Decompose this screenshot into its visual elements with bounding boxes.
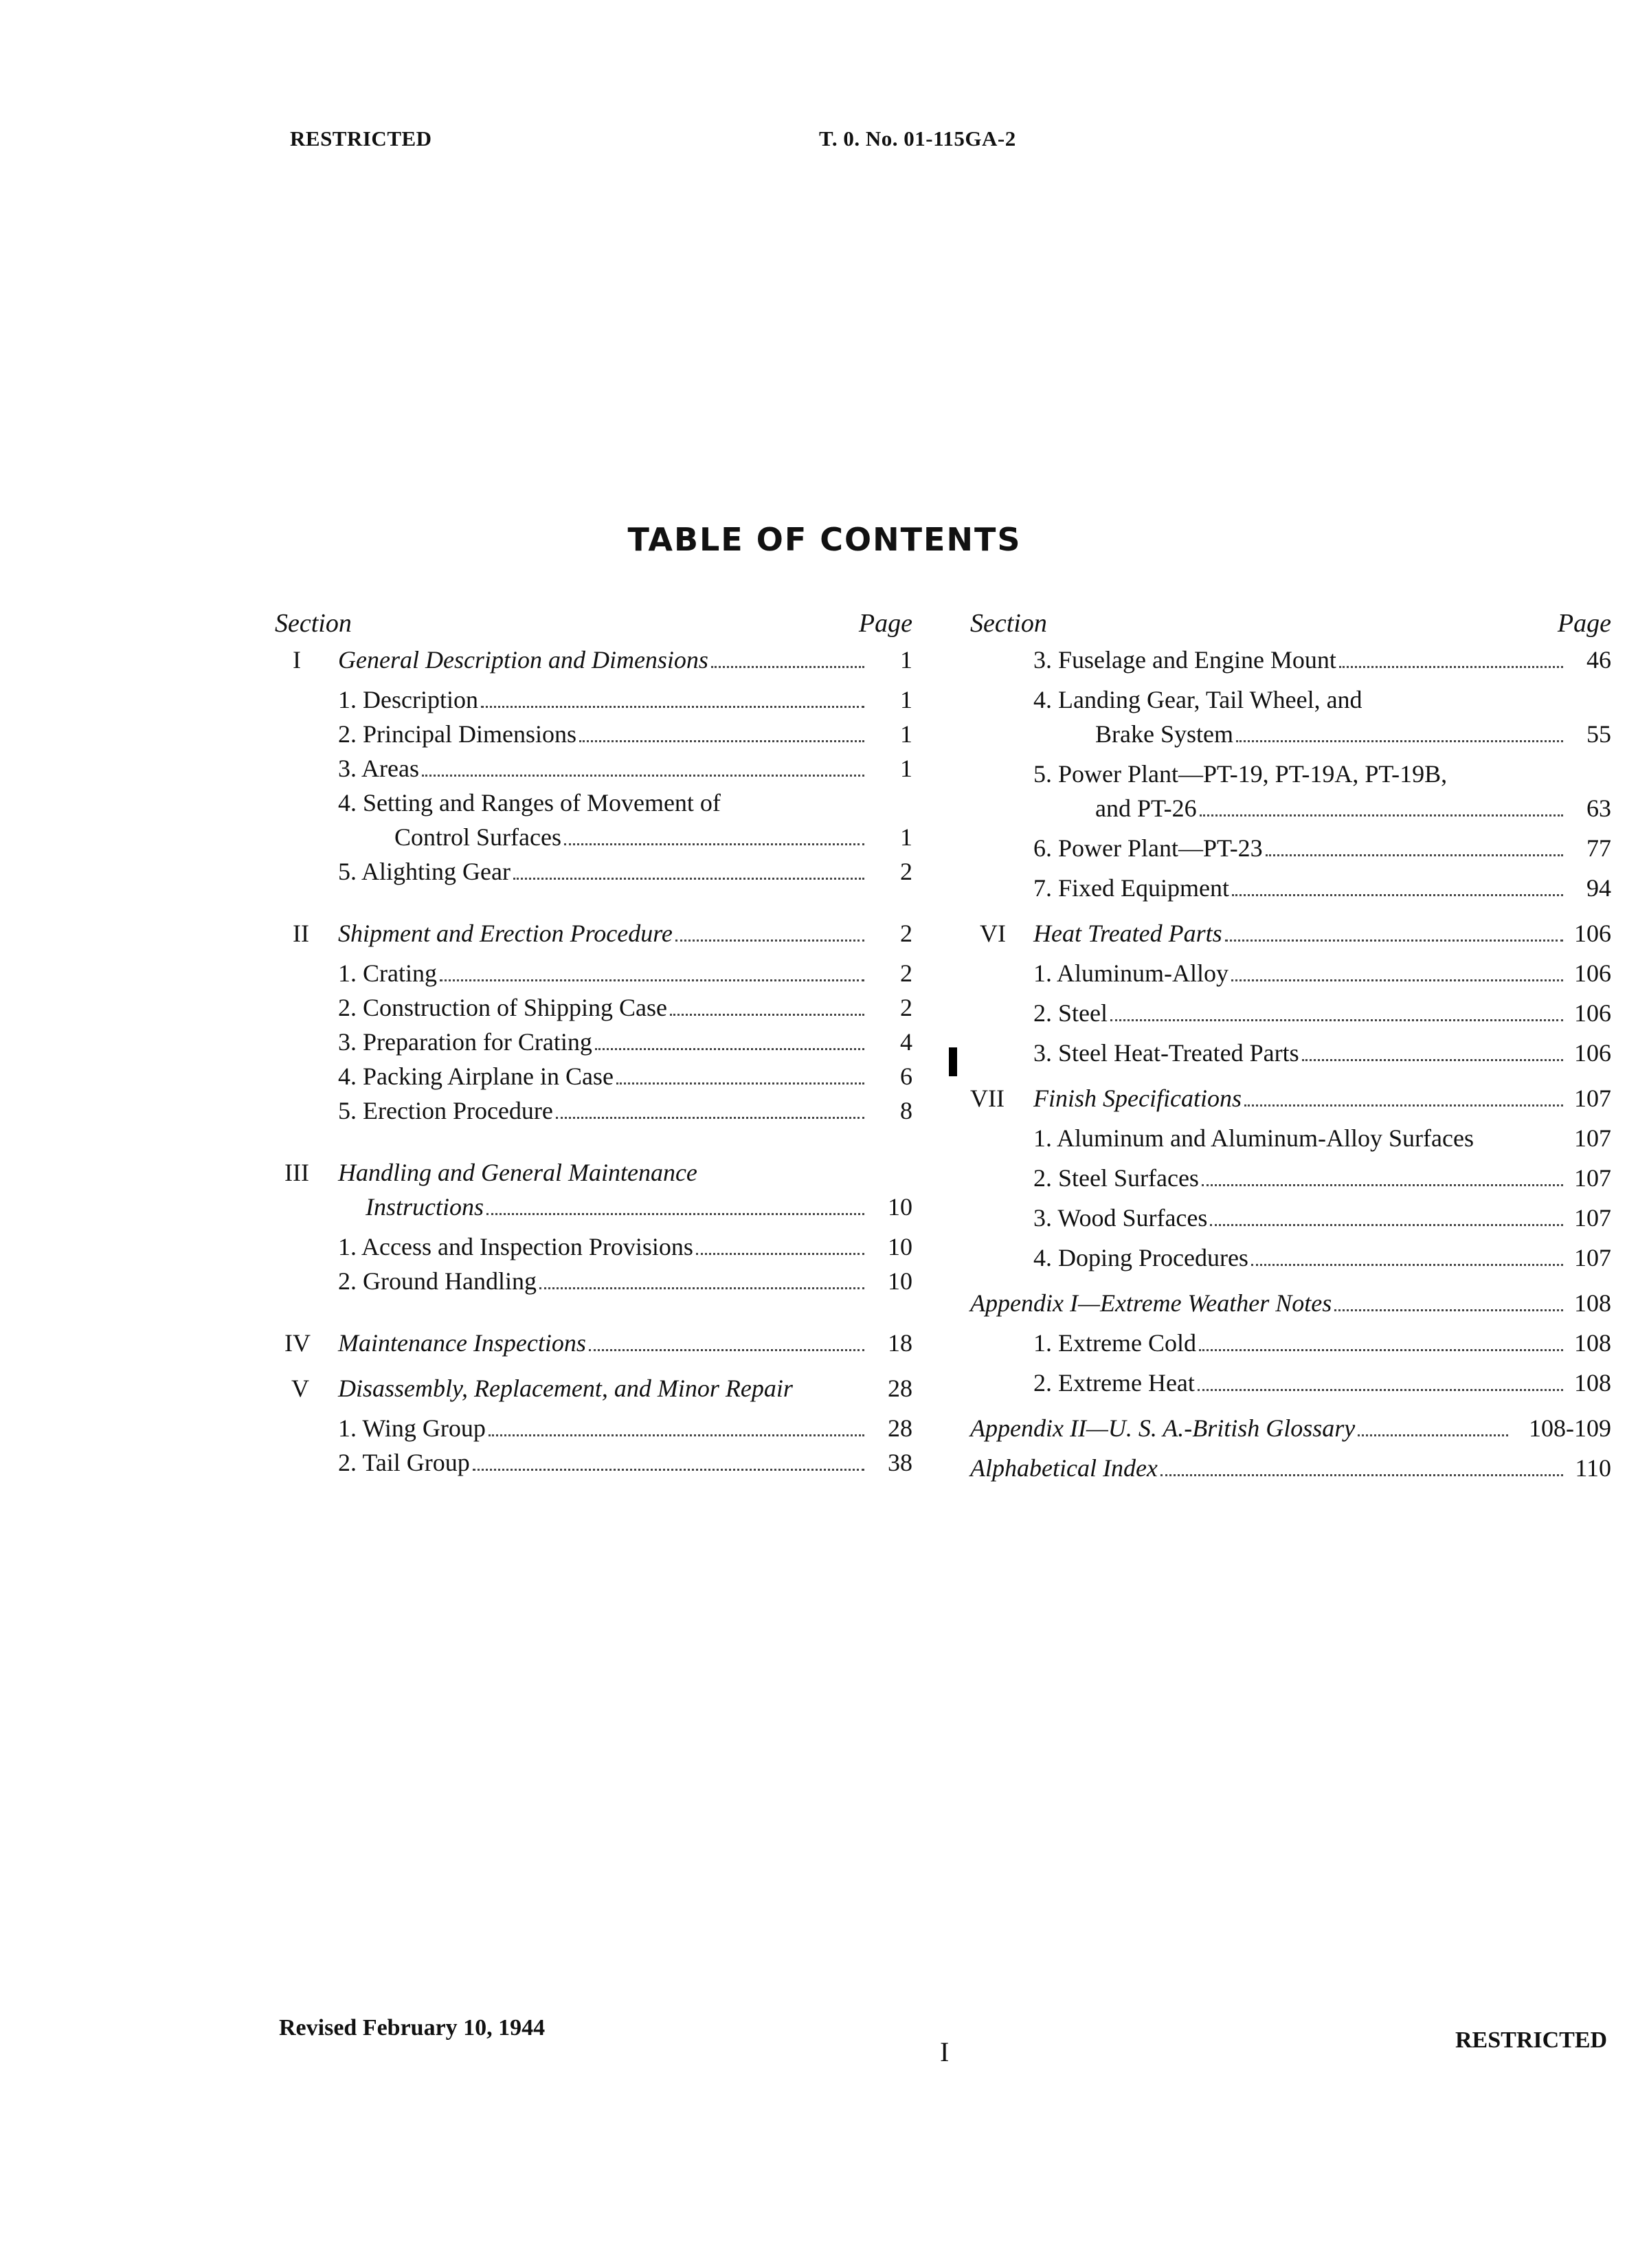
footer-page-number: I bbox=[940, 2036, 950, 2067]
dot-leader bbox=[579, 740, 864, 742]
toc-section-entry[interactable] bbox=[275, 1190, 912, 1224]
toc-section-entry[interactable] bbox=[275, 1326, 912, 1360]
section-column-label: Section bbox=[275, 609, 352, 638]
entry-title: 1. Aluminum and Aluminum-Alloy Surfaces bbox=[1033, 1124, 1474, 1152]
entry-page: 108-109 bbox=[1529, 1414, 1611, 1442]
section-number: I bbox=[293, 646, 301, 674]
entry-page: 1 bbox=[900, 755, 912, 782]
entry-page: 2 bbox=[900, 994, 912, 1021]
toc-entry[interactable] bbox=[275, 854, 912, 889]
entry-title: Disassembly, Replacement, and Minor Repair bbox=[338, 1375, 793, 1402]
toc-section-entry[interactable] bbox=[970, 916, 1611, 950]
dot-leader bbox=[1334, 1309, 1563, 1311]
toc-entry[interactable] bbox=[970, 1241, 1611, 1275]
entry-page: 77 bbox=[1586, 834, 1611, 862]
entry-title: 5. Power Plant—PT-19, PT-19A, PT-19B, bbox=[1033, 760, 1448, 788]
entry-title: 4. Doping Procedures bbox=[1033, 1244, 1248, 1271]
toc-entry[interactable] bbox=[970, 643, 1611, 677]
footer-restricted-label: RESTRICTED bbox=[1455, 2027, 1608, 2053]
entry-title: Shipment and Erection Procedure bbox=[338, 920, 673, 947]
entry-page: 1 bbox=[900, 823, 912, 851]
entry-page: 10 bbox=[888, 1233, 912, 1260]
entry-page: 106 bbox=[1574, 920, 1611, 947]
entry-title: 4. Setting and Ranges of Movement of bbox=[338, 789, 721, 816]
dot-leader bbox=[513, 878, 864, 880]
toc-entry[interactable] bbox=[275, 990, 912, 1025]
entry-page: 55 bbox=[1586, 720, 1611, 748]
toc-section-entry[interactable] bbox=[970, 1081, 1611, 1115]
toc-entry[interactable] bbox=[970, 831, 1611, 865]
dot-leader bbox=[1210, 1224, 1563, 1226]
toc-entry[interactable] bbox=[275, 1025, 912, 1059]
entry-page: 2 bbox=[900, 920, 912, 947]
entry-page: 18 bbox=[888, 1329, 912, 1357]
entry-title: 1. Extreme Cold bbox=[1033, 1329, 1196, 1357]
entry-title: Heat Treated Parts bbox=[1033, 920, 1222, 947]
header-document-number: T. 0. No. 01-115GA-2 bbox=[819, 126, 1016, 151]
dot-leader bbox=[564, 843, 864, 845]
dot-leader bbox=[1110, 1019, 1563, 1021]
dot-leader bbox=[711, 666, 864, 668]
dot-leader bbox=[1202, 1184, 1563, 1186]
footer-revision-date: Revised February 10, 1944 bbox=[279, 2015, 546, 2041]
section-column-label: Section bbox=[970, 609, 1047, 638]
entry-title: 1. Description bbox=[338, 686, 478, 713]
column-header bbox=[275, 608, 912, 643]
dot-leader bbox=[675, 940, 864, 942]
toc-entry[interactable] bbox=[275, 956, 912, 990]
dot-leader bbox=[670, 1014, 864, 1016]
dot-leader bbox=[1339, 666, 1563, 668]
entry-page: 106 bbox=[1574, 999, 1611, 1027]
dot-leader bbox=[1199, 1349, 1563, 1351]
entry-title: Handling and General Maintenance bbox=[338, 1159, 697, 1186]
dot-leader bbox=[1251, 1264, 1563, 1266]
entry-page: 1 bbox=[900, 720, 912, 748]
toc-entry[interactable] bbox=[970, 682, 1611, 717]
entry-page: 107 bbox=[1574, 1085, 1611, 1112]
entry-title: 6. Power Plant—PT-23 bbox=[1033, 834, 1263, 862]
entry-page: 94 bbox=[1586, 874, 1611, 902]
column-header bbox=[970, 608, 1611, 643]
entry-title: 3. Fuselage and Engine Mount bbox=[1033, 646, 1336, 674]
dot-leader bbox=[473, 1469, 864, 1471]
toc-entry[interactable] bbox=[970, 1201, 1611, 1235]
toc-entry[interactable] bbox=[275, 682, 912, 717]
dot-leader bbox=[489, 1434, 864, 1436]
entry-title: 4. Packing Airplane in Case bbox=[338, 1063, 614, 1090]
dot-leader bbox=[1225, 940, 1563, 942]
entry-title: Appendix II—U. S. A.-British Glossary bbox=[970, 1414, 1356, 1442]
toc-section-entry[interactable] bbox=[970, 1451, 1611, 1485]
entry-page: 110 bbox=[1575, 1454, 1611, 1482]
toc-entry[interactable] bbox=[275, 751, 912, 786]
section-number: IV bbox=[284, 1329, 311, 1357]
entry-title: Control Surfaces bbox=[394, 823, 561, 851]
entry-title: Instructions bbox=[366, 1193, 484, 1221]
dot-leader bbox=[595, 1048, 864, 1050]
entry-title: 4. Landing Gear, Tail Wheel, and bbox=[1033, 686, 1362, 713]
entry-title: 1. Wing Group bbox=[338, 1414, 486, 1442]
section-number: II bbox=[293, 920, 309, 947]
entry-title: Alphabetical Index bbox=[970, 1454, 1158, 1482]
toc-section-entry[interactable] bbox=[970, 1286, 1611, 1320]
toc-section-entry[interactable] bbox=[275, 1155, 912, 1190]
toc-entry[interactable] bbox=[970, 1161, 1611, 1195]
entry-page: 38 bbox=[888, 1449, 912, 1476]
entry-page: 107 bbox=[1574, 1124, 1611, 1152]
entry-title: 2. Ground Handling bbox=[338, 1267, 537, 1295]
entry-page: 107 bbox=[1574, 1164, 1611, 1192]
dot-leader bbox=[1231, 979, 1563, 981]
entry-page: 107 bbox=[1574, 1244, 1611, 1271]
section-number: III bbox=[284, 1159, 309, 1186]
entry-page: 6 bbox=[900, 1063, 912, 1090]
dot-leader bbox=[1302, 1059, 1563, 1061]
entry-title: Brake System bbox=[1095, 720, 1233, 748]
toc-entry[interactable] bbox=[275, 717, 912, 751]
toc-entry[interactable] bbox=[970, 757, 1611, 791]
entry-page: 28 bbox=[888, 1375, 912, 1402]
entry-title: 2. Construction of Shipping Case bbox=[338, 994, 667, 1021]
entry-page: 1 bbox=[900, 686, 912, 713]
entry-title: 2. Principal Dimensions bbox=[338, 720, 576, 748]
page-column-label: Page bbox=[858, 609, 912, 638]
entry-title: 2. Steel bbox=[1033, 999, 1108, 1027]
toc-entry[interactable] bbox=[275, 820, 912, 854]
header-restricted-label: RESTRICTED bbox=[290, 126, 432, 151]
entry-title: 3. Areas bbox=[338, 755, 419, 782]
entry-title: 3. Wood Surfaces bbox=[1033, 1204, 1208, 1232]
dot-leader bbox=[1200, 814, 1563, 816]
toc-entry[interactable] bbox=[275, 1093, 912, 1128]
entry-title: 2. Tail Group bbox=[338, 1449, 470, 1476]
toc-section-entry[interactable] bbox=[275, 916, 912, 950]
dot-leader bbox=[539, 1287, 864, 1289]
dot-leader bbox=[556, 1117, 864, 1119]
dot-leader bbox=[1266, 854, 1563, 856]
dot-leader bbox=[1236, 740, 1563, 742]
toc-entry[interactable] bbox=[275, 1059, 912, 1093]
section-number: V bbox=[291, 1375, 309, 1402]
entry-title: 1. Aluminum-Alloy bbox=[1033, 959, 1229, 987]
toc-entry[interactable] bbox=[275, 786, 912, 820]
toc-entry[interactable] bbox=[275, 1264, 912, 1298]
entry-page: 106 bbox=[1574, 1039, 1611, 1067]
toc-entry[interactable] bbox=[275, 1230, 912, 1264]
entry-title: 2. Steel Surfaces bbox=[1033, 1164, 1199, 1192]
section-number: VI bbox=[980, 920, 1006, 947]
dot-leader bbox=[440, 979, 864, 981]
toc-entry[interactable] bbox=[970, 871, 1611, 905]
toc-section-entry[interactable] bbox=[275, 643, 912, 677]
toc-entry[interactable] bbox=[970, 1326, 1611, 1360]
dot-leader bbox=[589, 1349, 864, 1351]
entry-page: 10 bbox=[888, 1267, 912, 1295]
entry-page: 107 bbox=[1574, 1204, 1611, 1232]
page-title: TABLE OF CONTENTS bbox=[627, 521, 1022, 558]
entry-page: 2 bbox=[900, 858, 912, 885]
entry-title: 1. Crating bbox=[338, 959, 437, 987]
toc-entry[interactable] bbox=[970, 956, 1611, 990]
toc-entry[interactable] bbox=[970, 1121, 1611, 1155]
entry-page: 108 bbox=[1574, 1369, 1611, 1397]
entry-page: 8 bbox=[900, 1097, 912, 1124]
entry-page: 1 bbox=[900, 646, 912, 674]
entry-page: 4 bbox=[900, 1028, 912, 1056]
entry-title: Appendix I—Extreme Weather Notes bbox=[970, 1289, 1332, 1317]
entry-title: 2. Extreme Heat bbox=[1033, 1369, 1195, 1397]
toc-entry[interactable] bbox=[970, 996, 1611, 1030]
dot-leader bbox=[696, 1253, 864, 1255]
entry-page: 63 bbox=[1586, 794, 1611, 822]
entry-page: 10 bbox=[888, 1193, 912, 1221]
dot-leader bbox=[1198, 1389, 1563, 1391]
dot-leader bbox=[1160, 1474, 1563, 1476]
toc-section-entry[interactable] bbox=[275, 1371, 912, 1405]
toc-entry[interactable] bbox=[970, 1036, 1611, 1070]
dot-leader bbox=[481, 706, 864, 708]
entry-page: 108 bbox=[1574, 1289, 1611, 1317]
dot-leader bbox=[616, 1082, 864, 1085]
entry-title: 5. Alighting Gear bbox=[338, 858, 511, 885]
entry-title: 3. Steel Heat-Treated Parts bbox=[1033, 1039, 1299, 1067]
entry-title: General Description and Dimensions bbox=[338, 646, 708, 674]
toc-section-entry[interactable] bbox=[970, 1411, 1611, 1445]
entry-title: and PT-26 bbox=[1095, 794, 1197, 822]
dot-leader bbox=[1358, 1434, 1508, 1436]
entry-page: 28 bbox=[888, 1414, 912, 1442]
section-number: VII bbox=[970, 1085, 1005, 1112]
entry-page: 106 bbox=[1574, 959, 1611, 987]
entry-title: 7. Fixed Equipment bbox=[1033, 874, 1229, 902]
dot-leader bbox=[1244, 1104, 1563, 1107]
dot-leader bbox=[1232, 894, 1563, 896]
dot-leader bbox=[486, 1213, 864, 1215]
toc-left-column bbox=[275, 608, 912, 1480]
revision-change-bar bbox=[949, 1047, 957, 1076]
toc-right-column bbox=[970, 608, 1611, 1485]
entry-title: Finish Specifications bbox=[1033, 1085, 1242, 1112]
toc-entry[interactable] bbox=[970, 717, 1611, 751]
entry-page: 2 bbox=[900, 959, 912, 987]
toc-entry[interactable] bbox=[275, 1411, 912, 1445]
entry-title: 3. Preparation for Crating bbox=[338, 1028, 592, 1056]
dot-leader bbox=[422, 775, 864, 777]
entry-page: 46 bbox=[1586, 646, 1611, 674]
entry-title: 5. Erection Procedure bbox=[338, 1097, 553, 1124]
toc-entry[interactable] bbox=[970, 1366, 1611, 1400]
page-column-label: Page bbox=[1557, 609, 1611, 638]
entry-title: Maintenance Inspections bbox=[338, 1329, 586, 1357]
entry-page: 108 bbox=[1574, 1329, 1611, 1357]
toc-entry[interactable] bbox=[970, 791, 1611, 825]
toc-entry[interactable] bbox=[275, 1445, 912, 1480]
entry-title: 1. Access and Inspection Provisions bbox=[338, 1233, 693, 1260]
